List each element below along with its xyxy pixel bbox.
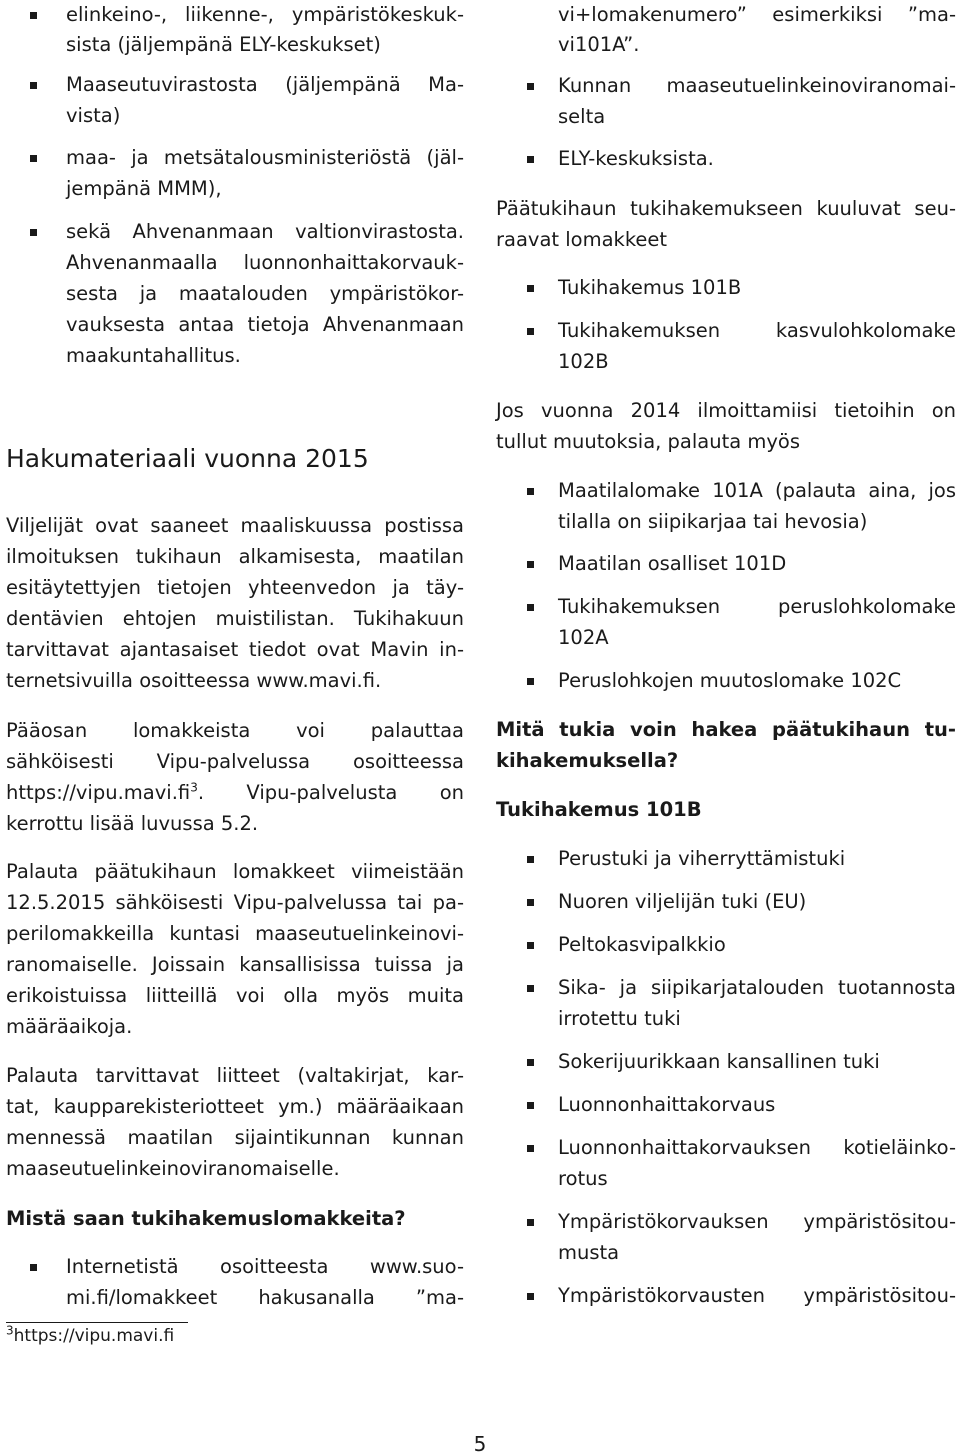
list-item: Maatilalomake 101A (palauta aina, jos	[558, 479, 956, 502]
paragraph-line: määräaikoja.	[6, 1015, 133, 1038]
bullet-icon	[527, 985, 534, 992]
list-item: Maatilan osalliset 101D	[558, 552, 787, 575]
bullet-icon	[527, 604, 534, 611]
bullet-icon	[30, 1264, 37, 1271]
paragraph-line: Viljelijät ovat saaneet maaliskuussa postissa	[6, 514, 464, 537]
paragraph-line: Jos vuonna 2014 ilmoittamiisi tietoihin on	[496, 399, 956, 422]
footnote-text: https://vipu.mavi.fi	[13, 1326, 175, 1346]
paragraph-line: tullut muutoksia, palauta myös	[496, 430, 801, 453]
bullet-icon	[527, 678, 534, 685]
list-item: vauksesta antaa tietoja Ahvenanmaan	[66, 313, 464, 336]
question-heading: kihakemuksella?	[496, 749, 679, 772]
list-item: Peltokasvipalkkio	[558, 933, 726, 956]
question-heading: Mitä tukia voin hakea päätukihaun tu-	[496, 718, 956, 741]
paragraph-line: esitäytettyjen tietojen yhteenvedon ja täy-	[6, 576, 464, 599]
list-item: maakuntahallitus.	[66, 344, 241, 367]
paragraph-line: mennessä maatilan sijaintikunnan kunnan	[6, 1126, 464, 1149]
bullet-icon	[527, 856, 534, 863]
list-item: vi101A”.	[558, 33, 640, 56]
list-item: Sokerijuurikkaan kansallinen tuki	[558, 1050, 880, 1073]
footnote	[6, 1325, 174, 1347]
list-item: vi+lomakenumero” esimerkiksi ”ma-	[558, 3, 956, 26]
list-item: sekä Ahvenanmaan valtionvirastosta.	[66, 220, 464, 243]
bullet-icon	[527, 1059, 534, 1066]
paragraph-line: maaseutuelinkeinoviranomaiselle.	[6, 1157, 340, 1180]
paragraph-line	[6, 781, 464, 805]
list-item: musta	[558, 1241, 620, 1264]
page-number: 5	[473, 1432, 487, 1456]
bullet-icon	[30, 82, 37, 89]
list-item: Perustuki ja viherryttämistuki	[558, 847, 846, 870]
vipu-link[interactable]: https://vipu.mavi.fi	[6, 781, 191, 804]
bullet-icon	[30, 155, 37, 162]
bullet-icon	[527, 1293, 534, 1300]
footnote-rule	[6, 1322, 188, 1323]
list-item: sesta ja maatalouden ympäristökor-	[66, 282, 464, 305]
list-item: irrotettu tuki	[558, 1007, 681, 1030]
bullet-icon	[527, 1145, 534, 1152]
list-item: 102A	[558, 626, 609, 649]
list-item: jempänä MMM),	[66, 177, 222, 200]
bullet-icon	[527, 328, 534, 335]
paragraph-line: tarvittavat ajantasaiset tiedot ovat Mavin in-	[6, 638, 464, 661]
list-item: Ahvenanmaalla luonnonhaittakorvauk-	[66, 251, 464, 274]
list-item: Sika- ja siipikarjatalouden tuotannosta	[558, 976, 956, 999]
paragraph-line: ilmoituksen tukihaun alkamisesta, maatilan	[6, 545, 464, 568]
section-heading: Hakumateriaali vuonna 2015	[6, 444, 369, 473]
paragraph-line: erikoistuissa liitteillä voi olla myös muita	[6, 984, 464, 1007]
list-item: Ympäristökorvausten ympäristösitou-	[558, 1284, 956, 1307]
list-item: tilalla on siipikarjaa tai hevosia)	[558, 510, 868, 533]
footnote-ref: 3	[190, 780, 198, 795]
list-item: Tukihakemuksen peruslohkolomake	[558, 595, 956, 618]
list-item: rotus	[558, 1167, 608, 1190]
bullet-icon	[527, 285, 534, 292]
list-item: Kunnan maaseutuelinkeinoviranomai-	[558, 74, 956, 97]
bullet-icon	[527, 942, 534, 949]
list-item: maa- ja metsätalousministeriöstä (jäl-	[66, 146, 464, 169]
list-item: 102B	[558, 350, 609, 373]
list-item: Tukihakemuksen kasvulohkolomake	[558, 319, 956, 342]
paragraph-line: Pääosan lomakkeista voi palauttaa	[6, 719, 464, 742]
list-item: Maaseutuvirastosta (jäljempänä Ma-	[66, 73, 464, 96]
list-item: selta	[558, 105, 606, 128]
list-item: elinkeino-, liikenne-, ympäristökeskuk-	[66, 3, 464, 26]
list-item: ELY-keskuksista.	[558, 147, 714, 170]
list-item: sista (jäljempänä ELY-keskukset)	[66, 33, 381, 56]
bullet-icon	[30, 12, 37, 19]
paragraph-line: kerrottu lisää luvussa 5.2.	[6, 812, 259, 835]
paragraph-line: dentävien ehtojen muistilistan. Tukihakuun	[6, 607, 464, 630]
paragraph-line: ranomaiselle. Joissain kansallisissa tuissa ja	[6, 953, 464, 976]
paragraph-line: Palauta päätukihaun lomakkeet viimeistään	[6, 860, 464, 883]
subheading: Tukihakemus 101B	[496, 798, 702, 821]
footnote-mark: 3	[6, 1323, 14, 1338]
bullet-icon	[527, 561, 534, 568]
bullet-icon	[527, 488, 534, 495]
list-item: mi.fi/lomakkeet hakusanalla ”ma-	[66, 1286, 464, 1309]
list-item: vista)	[66, 104, 121, 127]
list-item: Peruslohkojen muutoslomake 102C	[558, 669, 902, 692]
bullet-icon	[30, 229, 37, 236]
paragraph-line: raavat lomakkeet	[496, 228, 668, 251]
paragraph-text: . Vipu-palvelusta on	[197, 781, 464, 804]
paragraph-line: 12.5.2015 sähköisesti Vipu-palvelussa tai pa-	[6, 891, 464, 914]
bullet-icon	[527, 1219, 534, 1226]
question-heading: Mistä saan tukihakemuslomakkeita?	[6, 1207, 406, 1230]
bullet-icon	[527, 899, 534, 906]
bullet-icon	[527, 156, 534, 163]
paragraph-line: tat, kaupparekisteriotteet ym.) määräaikaan	[6, 1095, 464, 1118]
paragraph-line: Palauta tarvittavat liitteet (valtakirjat, kar-	[6, 1064, 464, 1087]
list-item: Internetistä osoitteesta www.suo-	[66, 1255, 464, 1278]
list-item: Tukihakemus 101B	[558, 276, 742, 299]
list-item: Luonnonhaittakorvaus	[558, 1093, 776, 1116]
paragraph-line: ternetsivuilla osoitteessa www.mavi.fi.	[6, 669, 382, 692]
list-item: Ympäristökorvauksen ympäristösitou-	[558, 1210, 956, 1233]
paragraph-line: perilomakkeilla kuntasi maaseutuelinkeinovi-	[6, 922, 464, 945]
paragraph-line: sähköisesti Vipu-palvelussa osoitteessa	[6, 750, 464, 773]
paragraph-line: Päätukihaun tukihakemukseen kuuluvat seu-	[496, 197, 956, 220]
list-item: Luonnonhaittakorvauksen kotieläinko-	[558, 1136, 956, 1159]
list-item: Nuoren viljelijän tuki (EU)	[558, 890, 807, 913]
bullet-icon	[527, 83, 534, 90]
bullet-icon	[527, 1102, 534, 1109]
